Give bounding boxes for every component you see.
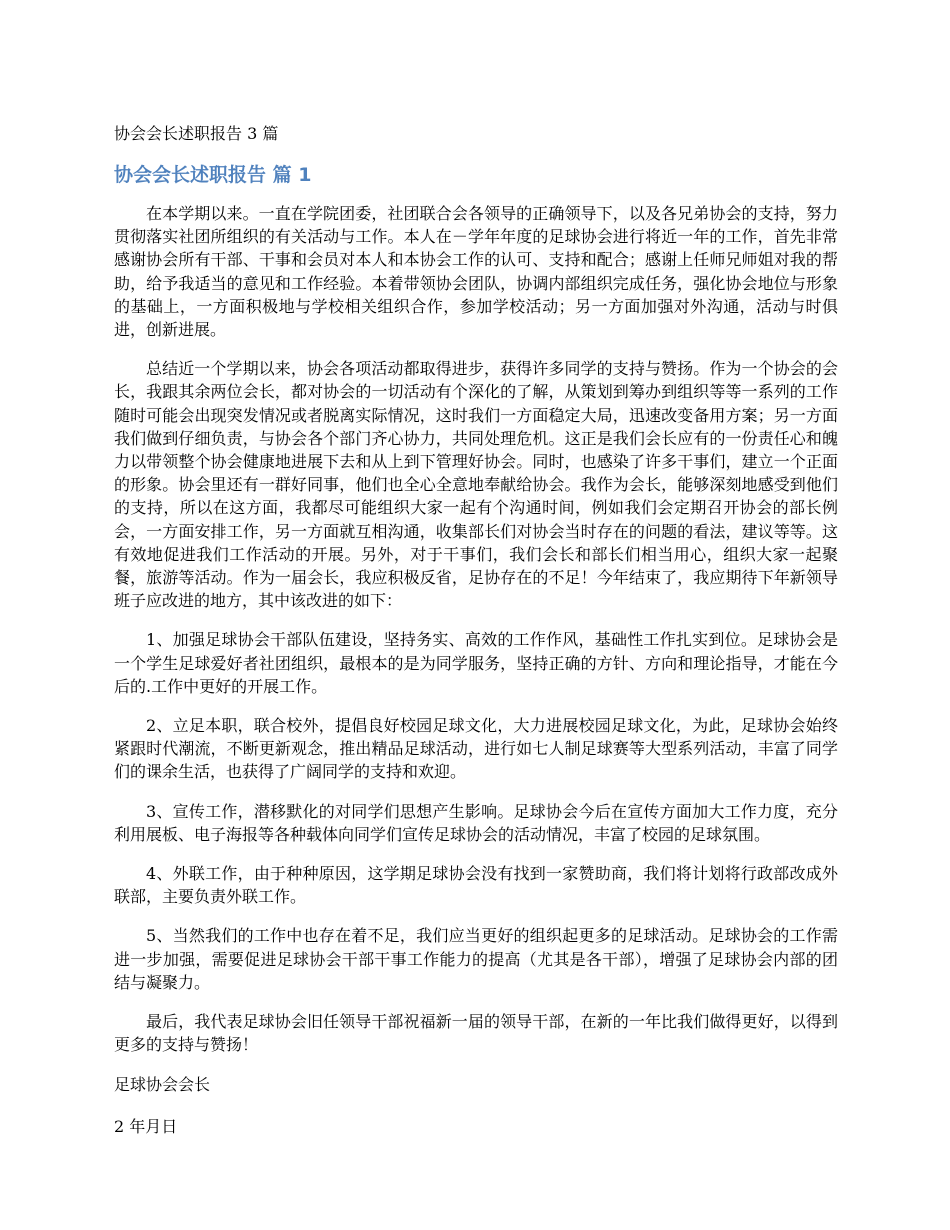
paragraph-item-3: 3、宣传工作，潜移默化的对同学们思想产生影响。足球协会今后在宣传方面加大工作力度，充分利用展板、电子海报等各种载体向同学们宣传足球协会的活动情况，丰富了校园的足球氛围。	[114, 801, 838, 844]
paragraph-item-4: 4、外联工作，由于种种原因，这学期足球协会没有找到一家赞助商，我们将计划将行政部改成外联部，主要负责外联工作。	[114, 864, 838, 907]
paragraph-item-2: 2、立足本职，联合校外，提倡良好校园足球文化，大力进展校园足球文化，为此，足球协会始终紧跟时代潮流，不断更新观念，推出精品足球活动，进行如七人制足球赛等大型系列活动，丰富了同学们的课余生活，也获得了广阔同学的支持和欢迎。	[114, 716, 838, 782]
section-heading: 协会会长述职报告 篇 1	[114, 164, 312, 186]
document-title: 协会会长述职报告 3 篇	[114, 124, 279, 143]
paragraph-intro: 在本学期以来。一直在学院团委，社团联合会各领导的正确领导下，以及各兄弟协会的支持，努力贯彻落实社团所组织的有关活动与工作。本人在－学年年度的足球协会进行将近一年的工作，首先非常感谢协会所有干部、干事和会员对本人和本协会工作的认可、支持和配合；感谢上任师兄师姐对我的帮助，给予我适当的意见和工作经验。本着带领协会团队，协调内部组织完成任务，强化协会地位与形象的基础上，一方面积极地与学校相关组织合作，参加学校活动；另一方面加强对外沟通，活动与时俱进，创新进展。	[114, 204, 838, 340]
paragraph-closing: 最后，我代表足球协会旧任领导干部祝福新一届的领导干部，在新的一年比我们做得更好，以得到更多的支持与赞扬！	[114, 1012, 838, 1055]
paragraph-item-5: 5、当然我们的工作中也存在着不足，我们应当更好的组织起更多的足球活动。足球协会的工作需进一步加强，需要促进足球协会干部干事工作能力的提高（尤其是各干部），增强了足球协会内部的团结与凝聚力。	[114, 926, 838, 992]
date-line: 2 年月日	[114, 1116, 178, 1136]
signature: 足球协会会长	[114, 1074, 211, 1094]
report-body	[114, 202, 838, 1057]
paragraph-item-1: 1、加强足球协会干部队伍建设，坚持务实、高效的工作作风，基础性工作扎实到位。足球协会是一个学生足球爱好者社团组织，最根本的是为同学服务，坚持正确的方针、方向和理论指导，才能在今后的.工作中更好的开展工作。	[114, 630, 838, 696]
paragraph-summary: 总结近一个学期以来，协会各项活动都取得进步，获得许多同学的支持与赞扬。作为一个协会的会长，我跟其余两位会长，都对协会的一切活动有个深化的了解，从策划到筹办到组织等等一系列的工作随时可能会出现突发情况或者脱离实际情况，这时我们一方面稳定大局，迅速改变备用方案；另一方面我们做到仔细负责，与协会各个部门齐心协力，共同处理危机。这正是我们会长应有的一份责任心和魄力以带领整个协会健康地进展下去和从上到下管理好协会。同时，也感染了许多干事们，建立一个正面的形象。协会里还有一群好同事，他们也全心全意地奉献给协会。我作为会长，能够深刻地感受到他们的支持，所以在这方面，我都尽可能组织大家一起有个沟通时间，例如我们会定期召开协会的部长例会，一方面安排工作，另一方面就互相沟通，收集部长们对协会当时存在的问题的看法，建议等等。这有效地促进我们工作活动的开展。另外，对于干事们，我们会长和部长们相当用心，组织大家一起聚餐，旅游等活动。作为一届会长，我应积极反省，足协存在的不足！今年结束了，我应期待下年新领导班子应改进的地方，其中该改进的如下：	[114, 359, 838, 611]
